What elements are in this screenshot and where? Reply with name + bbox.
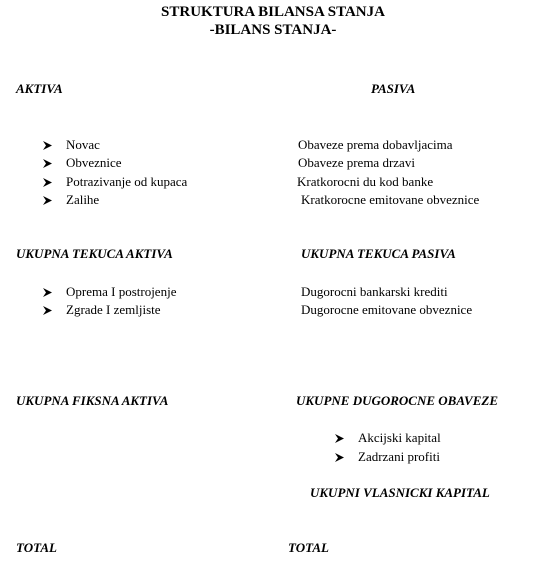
arrowhead-bullet-icon [42,305,66,316]
list-item [42,302,161,318]
arrowhead-bullet-icon [42,158,66,169]
list-item: Dugorocni bankarski krediti [301,284,448,299]
ukupna-fiksna-aktiva: UKUPNA FIKSNA AKTIVA [16,393,169,408]
list-item [42,155,122,171]
total-left: TOTAL [16,540,57,555]
list-item [42,192,99,208]
list-item-label: Zalihe [66,192,100,207]
list-item-label: Obveznice [66,155,122,170]
list-item [42,137,100,153]
list-item-label: Novac [66,137,100,152]
ukupni-vlasnicki-kapital: UKUPNI VLASNICKI KAPITAL [310,485,490,500]
document-title: STRUKTURA BILANSA STANJA [161,4,385,20]
list-item [334,430,441,446]
list-item [42,174,187,190]
arrowhead-bullet-icon [42,140,66,151]
pasiva-header: PASIVA [371,81,416,96]
arrowhead-bullet-icon [42,177,66,188]
list-item-label: Zadrzani profiti [358,449,440,464]
aktiva-header: AKTIVA [16,81,63,96]
list-item: Kratkorocne emitovane obveznice [301,192,480,207]
list-item-label: Potrazivanje od kupaca [66,174,188,189]
arrowhead-bullet-icon [334,433,358,444]
list-item: Obaveze prema drzavi [298,155,415,170]
total-right: TOTAL [288,540,329,555]
list-item [42,284,176,300]
list-item: Dugorocne emitovane obveznice [301,302,473,317]
ukupne-dugorocne-obaveze: UKUPNE DUGOROCNE OBAVEZE [296,393,499,408]
list-item-label: Zgrade I zemljiste [66,302,161,317]
ukupna-tekuca-aktiva: UKUPNA TEKUCA AKTIVA [16,246,173,261]
list-item-label: Akcijski kapital [358,430,441,445]
list-item: Obaveze prema dobavljacima [298,137,453,152]
list-item-label: Oprema I postrojenje [66,284,177,299]
list-item: Kratkorocni du kod banke [297,174,434,189]
arrowhead-bullet-icon [334,452,358,463]
arrowhead-bullet-icon [42,287,66,298]
list-item [334,449,440,465]
document-subtitle: -BILANS STANJA- [209,22,337,38]
arrowhead-bullet-icon [42,195,66,206]
ukupna-tekuca-pasiva: UKUPNA TEKUCA PASIVA [301,246,456,261]
